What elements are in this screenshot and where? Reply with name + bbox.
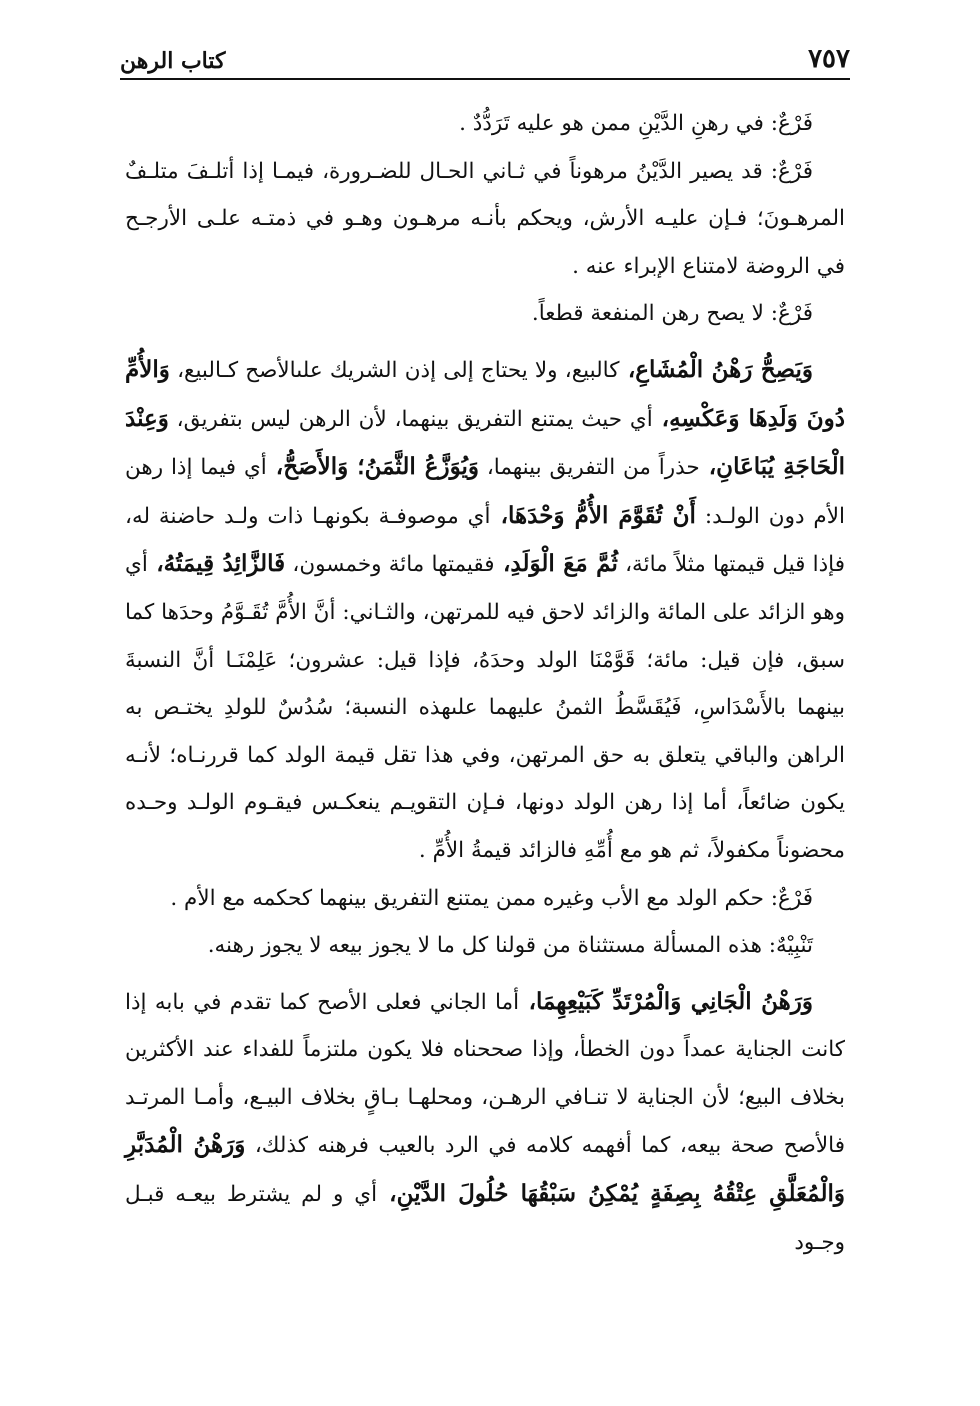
far-label: فَرْعٌ:	[763, 301, 813, 327]
commentary-text: أي فيما إذا رهن الأم دون الولـد:	[125, 455, 845, 529]
commentary-text: أي و لم يشترط بيعـه قبـل وجـود	[125, 1182, 845, 1255]
paragraph-text: لا يصح رهن المنفعة قطعاً.	[531, 301, 764, 327]
paragraph-text: قد يصير الدَّيْنُ مرهوناً في ثـاني الحـال للضـرورة، فيمـا إذا أتلـفَ متلـفٌ المرهـونَ؛ فـإن عليـه الأرش، ويحكم بأنـه مرهـون وهـو في ذمتـه علـى الأرجـح في الروضة لامتناع الإبراء عنه .	[125, 158, 845, 279]
commentary-text: فقيمتها مائة وخمسون،	[285, 552, 495, 578]
paragraph-far-4	[125, 875, 845, 923]
matn-text: ثُمَّ مَعَ الْوَلَدِ،	[494, 550, 618, 578]
paragraph-text: في رهنِ الدَّيْنِ ممن هو عليه تَرَدُّدٌ .	[459, 111, 764, 136]
paragraph-far-2	[125, 148, 845, 291]
commentary-text: أما الجاني فعلى الأصح كما تقدم في بابه إذا كانت الجناية عمداً دون الخطأ، وإذا صححناه فلا يكون ملتزماً للفداء عند الأكثرين بخلاف البيع؛ لأن الجناية لا تنـافي الرهـن، ومحلهـا بـاقٍ بخلاف البيـع، وأمـا المرتـد فالأصح صحة بيعه، كما أفهمه كلامه في الرد بالعيب فرهنه كذلك،	[125, 989, 846, 1159]
matn-text: وَعِنْدَ الْحَاجَةِ يُبَاعَانِ،	[125, 404, 845, 481]
page-number: ٧٥٧	[808, 44, 850, 74]
far-label: فَرْعٌ:	[762, 158, 813, 184]
paragraph-far-1	[125, 100, 845, 148]
far-label: فَرْعٌ:	[763, 885, 813, 911]
matn-text: وَرَهْنُ الْمُدَبَّرِ وَالْمُعَلَّقِ عِتْقُهُ بِصِفَةٍ يُمْكِنُ سَبْقُهَا حُلُولَ الدَّيْنِ،	[125, 1131, 845, 1208]
matn-text: وَيُوَزَّعُ الثَّمَنُ؛ وَالأَصَحُّ،	[266, 453, 479, 481]
commentary-text: أي وهو الزائد على المائة والزائد لاحق فيه للمرتهن، والثـاني: أنَّ الأُمَّ تُقَـوَّمُ وحدَها كما سبق، فإن قيل: مائة؛ قَوَّمْنَا الولد وحدَهُ، فإذا قيل: عشرون؛ عَلِمْنَـا أنَّ النسبةَ بينهما بالأَسْدَاسِ، فَيُقَسَّطُ الثمنُ عليهما علىهذه النسبة؛ سُدُسٌ للولدِ يختـص به الراهن والباقي يتعلق به حق المرتهن، وفي هذا تقل قيمة الولد كما قررنـاه؛ لأنـه يكون ضائعاً، أما إذا رهن الولد دونها، فـإن التقويـم ينعكـس فيقـوم الولـد وحـده محضوناً مكفولاً، ثم هو مع أُمِّهِ فالزائد قيمةُ الأُمِّ .	[125, 552, 845, 863]
matn-text: أَنْ تُقَوَّمَ الأُمُّ وَحْدَهَا،	[490, 501, 696, 529]
commentary-text: حذراً من التفريق بينهما،	[478, 455, 700, 481]
matn-text: وَيَصِحُّ رَهْنُ الْمُشَاعِ،	[619, 355, 813, 383]
page-header	[120, 38, 850, 80]
paragraph-text: هذه المسألة مستثناة من قولنا كل ما لا يجوز بيعه لا يجوز رهنه.	[207, 933, 762, 959]
commentary-text: كالبيع، ولا يحتاج إلى إذن الشريك علىالأصح كـالبيع،	[169, 357, 620, 383]
tanbih-label: تَنْبِيْهٌ:	[761, 933, 813, 959]
matn-text: وَرَهْنُ الْجَانِي وَالْمُرْتَدِّ كَبَيْعِهِمَا،	[519, 987, 813, 1015]
matn-text: فَالزَّائِدُ قِيمَتُهُ،	[147, 550, 286, 578]
paragraph-mushaa	[125, 346, 845, 875]
matn-text: وَالأُمِّ دُونَ وَلَدِهَا وَعَكْسِهِ،	[125, 355, 845, 432]
body-text	[125, 100, 845, 1266]
paragraph-far-3	[125, 290, 845, 338]
commentary-text: أي حيث يمتنع التفريق بينهما، لأن الرهن ليس بتفريق،	[168, 406, 653, 432]
paragraph-jani	[125, 978, 845, 1267]
paragraph-text: حكم الولد مع الأب وغيره ممن يمتنع التفريق بينهما كحكمه مع الأم .	[170, 885, 764, 911]
paragraph-tanbih	[125, 922, 845, 970]
far-label: فَرْعٌ:	[763, 111, 813, 136]
running-title: كتاب الرهن	[120, 48, 226, 74]
commentary-text: أي موصوفـة بكونهـا ذات ولـد حاضنة له، فإذا قيل قيمتها مثلاً مائة،	[125, 503, 845, 578]
